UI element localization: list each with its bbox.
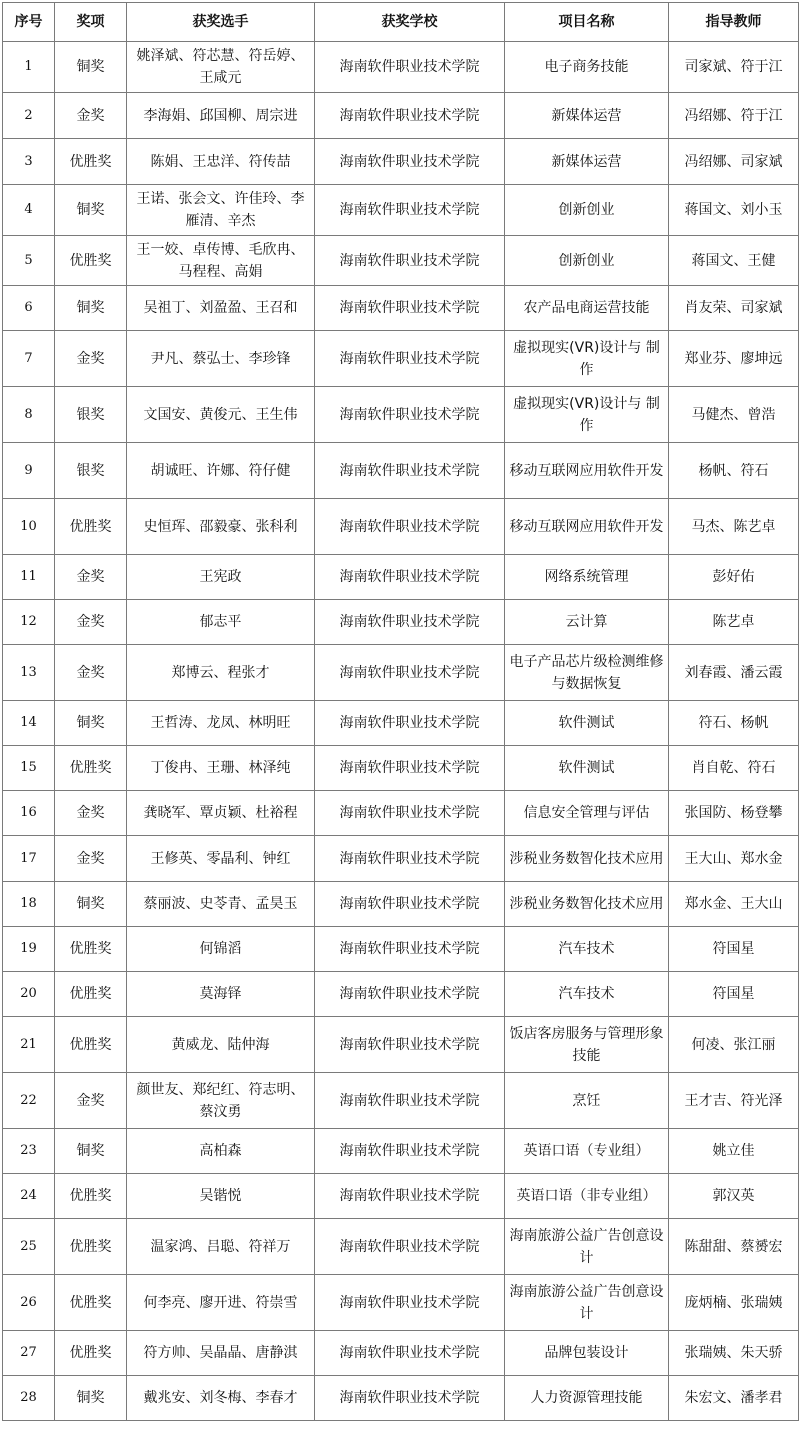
cell-school: 海南软件职业技术学院 bbox=[315, 499, 505, 555]
cell-teachers: 刘春霞、潘云霞 bbox=[669, 645, 799, 701]
table-row bbox=[3, 645, 799, 701]
cell-school: 海南软件职业技术学院 bbox=[315, 1129, 505, 1174]
cell-project: 移动互联网应用软件开发 bbox=[505, 499, 669, 555]
table-row bbox=[3, 387, 799, 443]
cell-school: 海南软件职业技术学院 bbox=[315, 746, 505, 791]
cell-teachers: 王才吉、符光泽 bbox=[669, 1073, 799, 1129]
table-body bbox=[3, 42, 799, 1421]
cell-award: 优胜奖 bbox=[55, 1275, 127, 1331]
table-row bbox=[3, 499, 799, 555]
cell-award: 铜奖 bbox=[55, 882, 127, 927]
cell-no: 17 bbox=[3, 836, 55, 882]
table-row bbox=[3, 836, 799, 882]
cell-school: 海南软件职业技术学院 bbox=[315, 1073, 505, 1129]
cell-school: 海南软件职业技术学院 bbox=[315, 331, 505, 387]
cell-project: 网络系统管理 bbox=[505, 555, 669, 600]
cell-school: 海南软件职业技术学院 bbox=[315, 836, 505, 882]
cell-no: 20 bbox=[3, 972, 55, 1017]
cell-players: 王修英、零晶利、钟红 bbox=[127, 836, 315, 882]
cell-no: 26 bbox=[3, 1275, 55, 1331]
cell-teachers: 蒋国文、王健 bbox=[669, 236, 799, 286]
cell-project: 汽车技术 bbox=[505, 927, 669, 972]
cell-project: 涉税业务数智化技术应用 bbox=[505, 882, 669, 927]
cell-teachers: 符石、杨帆 bbox=[669, 701, 799, 746]
table-row bbox=[3, 1017, 799, 1073]
cell-project: 烹饪 bbox=[505, 1073, 669, 1129]
cell-school: 海南软件职业技术学院 bbox=[315, 882, 505, 927]
cell-no: 10 bbox=[3, 499, 55, 555]
cell-no: 18 bbox=[3, 882, 55, 927]
cell-players: 颜世友、郑纪红、符志明、蔡汶勇 bbox=[127, 1073, 315, 1129]
cell-school: 海南软件职业技术学院 bbox=[315, 1331, 505, 1376]
cell-teachers: 何凌、张江丽 bbox=[669, 1017, 799, 1073]
table-row bbox=[3, 1129, 799, 1174]
cell-school: 海南软件职业技术学院 bbox=[315, 701, 505, 746]
cell-players: 黄威龙、陆仲海 bbox=[127, 1017, 315, 1073]
cell-project: 汽车技术 bbox=[505, 972, 669, 1017]
cell-award: 金奖 bbox=[55, 836, 127, 882]
cell-players: 何李亮、廖开进、符崇雪 bbox=[127, 1275, 315, 1331]
cell-no: 15 bbox=[3, 746, 55, 791]
cell-school: 海南软件职业技术学院 bbox=[315, 791, 505, 836]
cell-award: 优胜奖 bbox=[55, 236, 127, 286]
cell-players: 姚泽斌、符芯慧、符岳婷、王咸元 bbox=[127, 42, 315, 93]
table-row bbox=[3, 1376, 799, 1421]
cell-award: 金奖 bbox=[55, 331, 127, 387]
cell-players: 郑博云、程张才 bbox=[127, 645, 315, 701]
table-row bbox=[3, 42, 799, 93]
cell-no: 5 bbox=[3, 236, 55, 286]
cell-project: 英语口语（非专业组） bbox=[505, 1174, 669, 1219]
awards-table bbox=[2, 2, 799, 1421]
cell-no: 28 bbox=[3, 1376, 55, 1421]
cell-teachers: 肖友荣、司家斌 bbox=[669, 286, 799, 331]
cell-project: 虚拟现实(VR)设计与 制作 bbox=[505, 387, 669, 443]
cell-teachers: 符国星 bbox=[669, 927, 799, 972]
cell-players: 吴祖丁、刘盈盈、王召和 bbox=[127, 286, 315, 331]
cell-school: 海南软件职业技术学院 bbox=[315, 139, 505, 185]
cell-players: 尹凡、蔡弘士、李珍锋 bbox=[127, 331, 315, 387]
cell-award: 铜奖 bbox=[55, 185, 127, 236]
cell-project: 海南旅游公益广告创意设计 bbox=[505, 1219, 669, 1275]
cell-project: 电子商务技能 bbox=[505, 42, 669, 93]
cell-award: 铜奖 bbox=[55, 701, 127, 746]
cell-teachers: 郑水金、王大山 bbox=[669, 882, 799, 927]
cell-players: 郁志平 bbox=[127, 600, 315, 645]
cell-no: 3 bbox=[3, 139, 55, 185]
table-row bbox=[3, 1174, 799, 1219]
cell-teachers: 郑业芬、廖坤远 bbox=[669, 331, 799, 387]
cell-players: 高柏森 bbox=[127, 1129, 315, 1174]
header-school: 获奖学校 bbox=[315, 3, 505, 42]
cell-teachers: 冯绍娜、司家斌 bbox=[669, 139, 799, 185]
cell-project: 品牌包装设计 bbox=[505, 1331, 669, 1376]
cell-award: 金奖 bbox=[55, 1073, 127, 1129]
cell-players: 吴锴悦 bbox=[127, 1174, 315, 1219]
cell-school: 海南软件职业技术学院 bbox=[315, 1219, 505, 1275]
cell-no: 24 bbox=[3, 1174, 55, 1219]
cell-players: 王一姣、卓传博、毛欣冉、马程程、高娟 bbox=[127, 236, 315, 286]
table-row bbox=[3, 1331, 799, 1376]
cell-teachers: 杨帆、符石 bbox=[669, 443, 799, 499]
table-row bbox=[3, 555, 799, 600]
cell-no: 13 bbox=[3, 645, 55, 701]
cell-award: 银奖 bbox=[55, 387, 127, 443]
cell-teachers: 王大山、郑水金 bbox=[669, 836, 799, 882]
cell-no: 27 bbox=[3, 1331, 55, 1376]
table-row bbox=[3, 1073, 799, 1129]
cell-project: 信息安全管理与评估 bbox=[505, 791, 669, 836]
cell-award: 金奖 bbox=[55, 555, 127, 600]
cell-no: 9 bbox=[3, 443, 55, 499]
table-row bbox=[3, 185, 799, 236]
cell-award: 优胜奖 bbox=[55, 927, 127, 972]
cell-award: 铜奖 bbox=[55, 286, 127, 331]
table-row bbox=[3, 443, 799, 499]
cell-project: 电子产品芯片级检测维修与数据恢复 bbox=[505, 645, 669, 701]
cell-teachers: 陈甜甜、蔡赟宏 bbox=[669, 1219, 799, 1275]
cell-teachers: 郭汉英 bbox=[669, 1174, 799, 1219]
cell-teachers: 蒋国文、刘小玉 bbox=[669, 185, 799, 236]
cell-award: 优胜奖 bbox=[55, 1174, 127, 1219]
cell-project: 软件测试 bbox=[505, 746, 669, 791]
cell-school: 海南软件职业技术学院 bbox=[315, 972, 505, 1017]
table-row bbox=[3, 600, 799, 645]
cell-no: 8 bbox=[3, 387, 55, 443]
cell-players: 王诺、张会文、许佳玲、李雁清、辛杰 bbox=[127, 185, 315, 236]
cell-teachers: 姚立佳 bbox=[669, 1129, 799, 1174]
cell-no: 6 bbox=[3, 286, 55, 331]
cell-players: 蔡丽波、史苓青、孟昊玉 bbox=[127, 882, 315, 927]
cell-players: 胡诚旺、许娜、符仔健 bbox=[127, 443, 315, 499]
cell-school: 海南软件职业技术学院 bbox=[315, 555, 505, 600]
cell-project: 人力资源管理技能 bbox=[505, 1376, 669, 1421]
cell-players: 李海娟、邱国柳、周宗进 bbox=[127, 93, 315, 139]
table-row bbox=[3, 93, 799, 139]
cell-school: 海南软件职业技术学院 bbox=[315, 443, 505, 499]
cell-teachers: 朱宏文、潘孝君 bbox=[669, 1376, 799, 1421]
table-row bbox=[3, 972, 799, 1017]
cell-players: 文国安、黄俊元、王生伟 bbox=[127, 387, 315, 443]
cell-no: 4 bbox=[3, 185, 55, 236]
table-row bbox=[3, 331, 799, 387]
cell-award: 优胜奖 bbox=[55, 972, 127, 1017]
table-row bbox=[3, 701, 799, 746]
header-teachers: 指导教师 bbox=[669, 3, 799, 42]
cell-school: 海南软件职业技术学院 bbox=[315, 600, 505, 645]
cell-teachers: 庞炳楠、张瑞姨 bbox=[669, 1275, 799, 1331]
cell-school: 海南软件职业技术学院 bbox=[315, 645, 505, 701]
cell-project: 海南旅游公益广告创意设计 bbox=[505, 1275, 669, 1331]
cell-award: 优胜奖 bbox=[55, 1017, 127, 1073]
cell-project: 移动互联网应用软件开发 bbox=[505, 443, 669, 499]
cell-award: 金奖 bbox=[55, 600, 127, 645]
cell-award: 优胜奖 bbox=[55, 499, 127, 555]
table-row bbox=[3, 1275, 799, 1331]
cell-players: 温家鸿、吕聪、符祥万 bbox=[127, 1219, 315, 1275]
cell-teachers: 陈艺卓 bbox=[669, 600, 799, 645]
cell-project: 新媒体运营 bbox=[505, 93, 669, 139]
cell-award: 银奖 bbox=[55, 443, 127, 499]
cell-teachers: 马杰、陈艺卓 bbox=[669, 499, 799, 555]
cell-players: 史恒珲、邵毅豪、张科利 bbox=[127, 499, 315, 555]
table-row bbox=[3, 286, 799, 331]
table-row bbox=[3, 927, 799, 972]
cell-players: 符方帅、吴晶晶、唐静淇 bbox=[127, 1331, 315, 1376]
cell-teachers: 符国星 bbox=[669, 972, 799, 1017]
cell-players: 陈娟、王忠洋、符传喆 bbox=[127, 139, 315, 185]
cell-no: 14 bbox=[3, 701, 55, 746]
cell-teachers: 张瑞姨、朱天骄 bbox=[669, 1331, 799, 1376]
cell-school: 海南软件职业技术学院 bbox=[315, 185, 505, 236]
cell-award: 金奖 bbox=[55, 791, 127, 836]
cell-teachers: 彭好佑 bbox=[669, 555, 799, 600]
cell-school: 海南软件职业技术学院 bbox=[315, 42, 505, 93]
cell-no: 25 bbox=[3, 1219, 55, 1275]
header-row bbox=[3, 3, 799, 42]
cell-school: 海南软件职业技术学院 bbox=[315, 1017, 505, 1073]
cell-project: 软件测试 bbox=[505, 701, 669, 746]
cell-no: 7 bbox=[3, 331, 55, 387]
cell-no: 1 bbox=[3, 42, 55, 93]
table-row bbox=[3, 882, 799, 927]
cell-award: 铜奖 bbox=[55, 42, 127, 93]
cell-no: 23 bbox=[3, 1129, 55, 1174]
cell-project: 农产品电商运营技能 bbox=[505, 286, 669, 331]
cell-players: 戴兆安、刘冬梅、李春才 bbox=[127, 1376, 315, 1421]
cell-no: 2 bbox=[3, 93, 55, 139]
cell-project: 虚拟现实(VR)设计与 制作 bbox=[505, 331, 669, 387]
cell-award: 优胜奖 bbox=[55, 139, 127, 185]
header-award: 奖项 bbox=[55, 3, 127, 42]
cell-players: 丁俊冉、王珊、林泽纯 bbox=[127, 746, 315, 791]
cell-project: 英语口语（专业组） bbox=[505, 1129, 669, 1174]
cell-players: 王宪政 bbox=[127, 555, 315, 600]
header-players: 获奖选手 bbox=[127, 3, 315, 42]
header-no: 序号 bbox=[3, 3, 55, 42]
cell-players: 龚晓军、覃贞颖、杜裕程 bbox=[127, 791, 315, 836]
cell-players: 王哲涛、龙凤、林明旺 bbox=[127, 701, 315, 746]
cell-teachers: 司家斌、符于江 bbox=[669, 42, 799, 93]
table-row bbox=[3, 236, 799, 286]
cell-school: 海南软件职业技术学院 bbox=[315, 93, 505, 139]
cell-award: 金奖 bbox=[55, 93, 127, 139]
cell-project: 创新创业 bbox=[505, 236, 669, 286]
cell-school: 海南软件职业技术学院 bbox=[315, 1275, 505, 1331]
cell-players: 何锦滔 bbox=[127, 927, 315, 972]
table-row bbox=[3, 746, 799, 791]
cell-school: 海南软件职业技术学院 bbox=[315, 1174, 505, 1219]
cell-project: 云计算 bbox=[505, 600, 669, 645]
cell-no: 22 bbox=[3, 1073, 55, 1129]
cell-teachers: 张国防、杨登攀 bbox=[669, 791, 799, 836]
header-project: 项目名称 bbox=[505, 3, 669, 42]
cell-school: 海南软件职业技术学院 bbox=[315, 1376, 505, 1421]
cell-award: 优胜奖 bbox=[55, 746, 127, 791]
cell-no: 19 bbox=[3, 927, 55, 972]
cell-project: 饭店客房服务与管理形象技能 bbox=[505, 1017, 669, 1073]
cell-project: 创新创业 bbox=[505, 185, 669, 236]
cell-project: 涉税业务数智化技术应用 bbox=[505, 836, 669, 882]
table-row bbox=[3, 1219, 799, 1275]
cell-players: 莫海铎 bbox=[127, 972, 315, 1017]
cell-teachers: 马健杰、曾浩 bbox=[669, 387, 799, 443]
cell-no: 12 bbox=[3, 600, 55, 645]
table-row bbox=[3, 791, 799, 836]
cell-award: 优胜奖 bbox=[55, 1331, 127, 1376]
cell-school: 海南软件职业技术学院 bbox=[315, 286, 505, 331]
cell-award: 金奖 bbox=[55, 645, 127, 701]
cell-school: 海南软件职业技术学院 bbox=[315, 387, 505, 443]
table-row bbox=[3, 139, 799, 185]
cell-teachers: 肖自乾、符石 bbox=[669, 746, 799, 791]
cell-teachers: 冯绍娜、符于江 bbox=[669, 93, 799, 139]
cell-school: 海南软件职业技术学院 bbox=[315, 236, 505, 286]
cell-no: 11 bbox=[3, 555, 55, 600]
cell-no: 21 bbox=[3, 1017, 55, 1073]
cell-award: 铜奖 bbox=[55, 1129, 127, 1174]
cell-award: 铜奖 bbox=[55, 1376, 127, 1421]
cell-project: 新媒体运营 bbox=[505, 139, 669, 185]
cell-no: 16 bbox=[3, 791, 55, 836]
cell-award: 优胜奖 bbox=[55, 1219, 127, 1275]
cell-school: 海南软件职业技术学院 bbox=[315, 927, 505, 972]
